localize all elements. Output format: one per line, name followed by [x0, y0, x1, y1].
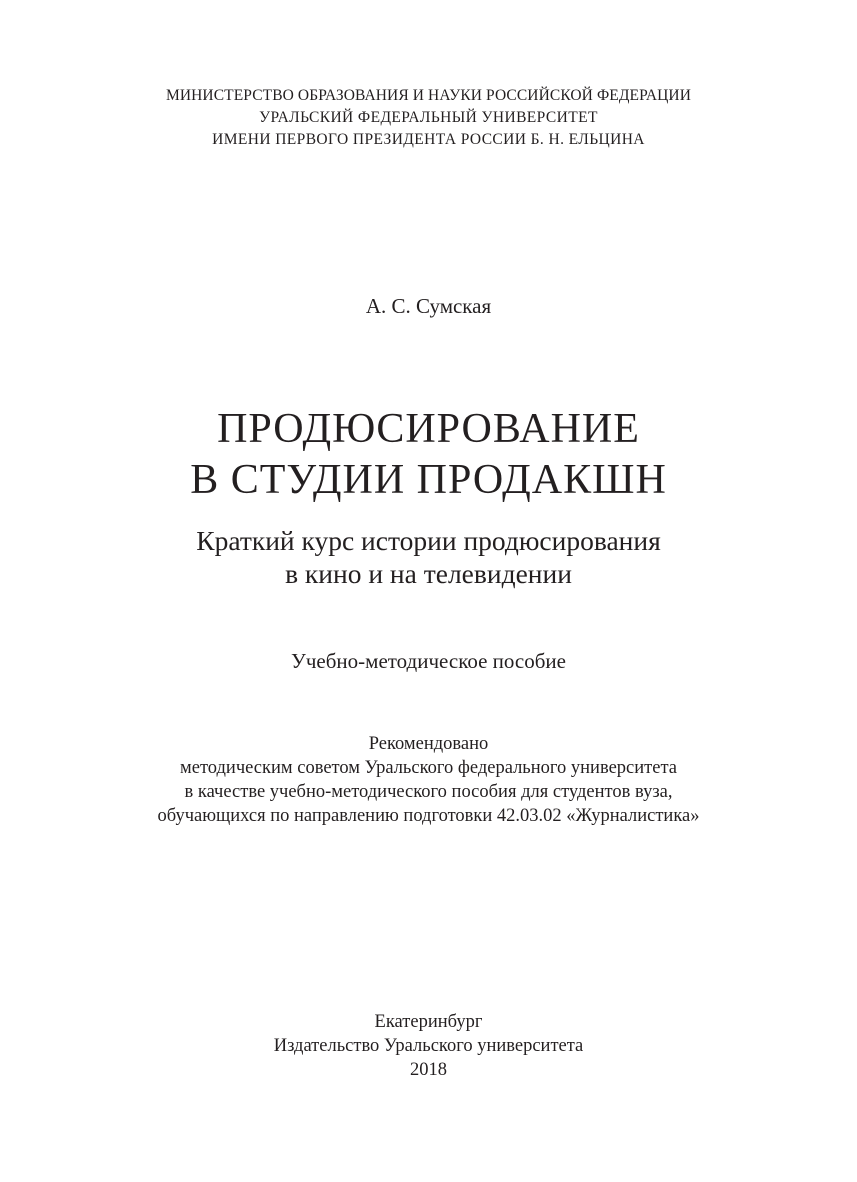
- book-subtitle-line-2: в кино и на телевидении: [285, 558, 572, 589]
- imprint: [0, 1010, 857, 1082]
- university-name: УРАЛЬСКИЙ ФЕДЕРАЛЬНЫЙ УНИВЕРСИТЕТ: [259, 109, 598, 126]
- author-name: А. С. Сумская: [365, 294, 492, 318]
- book-subtitle-line-1: Краткий курс истории продюсирования: [196, 525, 661, 556]
- recommendation-line-4: обучающихся по направлению подготовки 42.03.02 «Журналистика»: [157, 806, 700, 826]
- book-title-line-1: ПРОДЮСИРОВАНИЕ: [217, 406, 640, 452]
- book-subtitle: [0, 524, 857, 590]
- institution-header: [0, 85, 857, 151]
- recommendation-line-3: в качестве учебно-методического пособия для студентов вуза,: [184, 782, 673, 802]
- recommendation-note: [0, 732, 857, 828]
- ministry-name: МИНИСТЕРСТВО ОБРАЗОВАНИЯ И НАУКИ РОССИЙСКОЙ ФЕДЕРАЦИИ: [165, 87, 692, 104]
- recommendation-line-2: методическим советом Уральского федерального университета: [180, 758, 677, 778]
- imprint-publisher: Издательство Уральского университета: [273, 1036, 584, 1056]
- imprint-year: 2018: [410, 1060, 447, 1080]
- recommendation-line-1: Рекомендовано: [368, 734, 489, 754]
- publication-type: Учебно-методическое пособие: [290, 649, 566, 673]
- imprint-city: Екатеринбург: [374, 1012, 483, 1032]
- book-title: [0, 404, 857, 506]
- university-dedication: ИМЕНИ ПЕРВОГО ПРЕЗИДЕНТА РОССИИ Б. Н. ЕЛЬЦИНА: [212, 131, 645, 148]
- book-title-line-2: В СТУДИИ ПРОДАКШН: [190, 457, 667, 503]
